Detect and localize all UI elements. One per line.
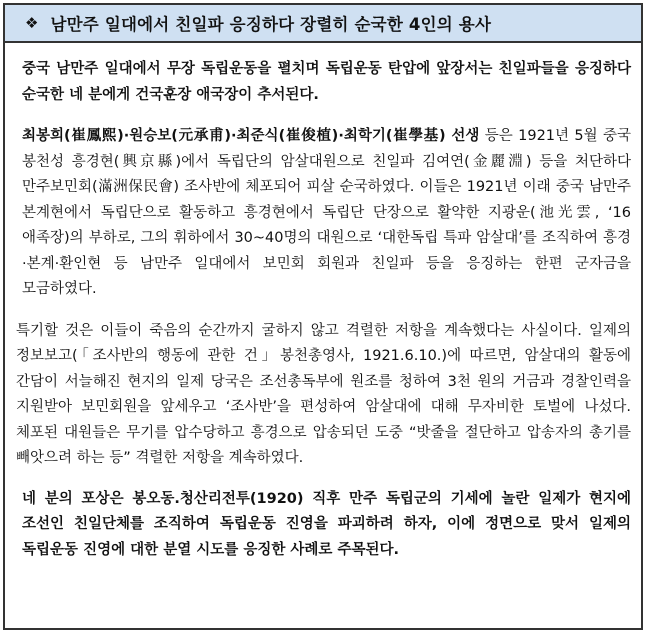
document-body bbox=[16, 57, 631, 563]
section-header bbox=[5, 5, 641, 43]
paragraph-2: 특기할 것은 이들이 죽음의 순간까지 굴하지 않고 격렬한 저항을 계속했다는 사실이다. 일제의 정보보고(「조사반의 행동에 관한 건」봉천총영사, 1921.6.10.)에 따르면, 암살대의 활동에 간담이 서늘해진 현지의 일제 당국은 조선총독부에 원조를 청하여 3천 원의 거금과 경찰인력을 지원받아 보민회원을 앞세우고 ‘조사반’을 편성하여 암살대에 대해 무자비한 토벌에 나섰다. 체포된 대원들은 무기를 압수당하고 흥경으로 압송되던 도중 “밧줄을 절단하고 압송자의 총기를 빼앗으려 하는 등” 격렬한 저항을 계속하였다. bbox=[16, 322, 631, 466]
honoree-names: 최봉희(崔鳳熙)·원승보(元承甫)·최준식(崔俊植)·최학기(崔學基) 선생 bbox=[22, 128, 480, 144]
diamond-bullet-icon: ❖ bbox=[25, 13, 39, 32]
section-title: 남만주 일대에서 친일파 응징하다 장렬히 순국한 4인의 용사 bbox=[50, 15, 492, 34]
paragraph-1 bbox=[16, 124, 631, 303]
paragraph-3: 네 분의 포상은 봉오동.청산리전투(1920) 직후 만주 독립군의 기세에 놀란 일제가 현지에 조선인 친일단체를 조직하여 독립운동 진영을 파괴하려 하자, 이에 정면으로 맞서 일제의 독립운동 진영에 대한 분열 시도를 응징한 사례로 주목된다. bbox=[22, 490, 631, 558]
intro-paragraph: 중국 남만주 일대에서 무장 독립운동을 펼치며 독립운동 탄압에 앞장서는 친일파들을 응징하다 순국한 네 분에게 건국훈장 애국장이 추서된다. bbox=[22, 61, 631, 103]
content-box bbox=[3, 3, 643, 630]
paragraph-1-text: 등은 1921년 5월 중국 봉천성 흥경현(興京縣)에서 독립단의 암살대원으로 친일파 김여연(金麗淵) 등을 처단하다 만주보민회(滿洲保民會) 조사반에 체포되어 피살 순국하였다. 이들은 1921년 이래 중국 남만주 본계현에서 독립단으로 활동하고 흥경현에서 독립단 단장으로 활약한 지광운(池光雲, ‘16 애족장)의 부하로, 그의 휘하에서 30~40명의 대원으로 ‘대한독립 특파 암살대’를 조직하여 흥경·본계·환인현 등 남만주 일대에서 보민회 회원과 친일파 등을 응징하는 한편 군자금을 모금하였다. bbox=[22, 128, 632, 297]
